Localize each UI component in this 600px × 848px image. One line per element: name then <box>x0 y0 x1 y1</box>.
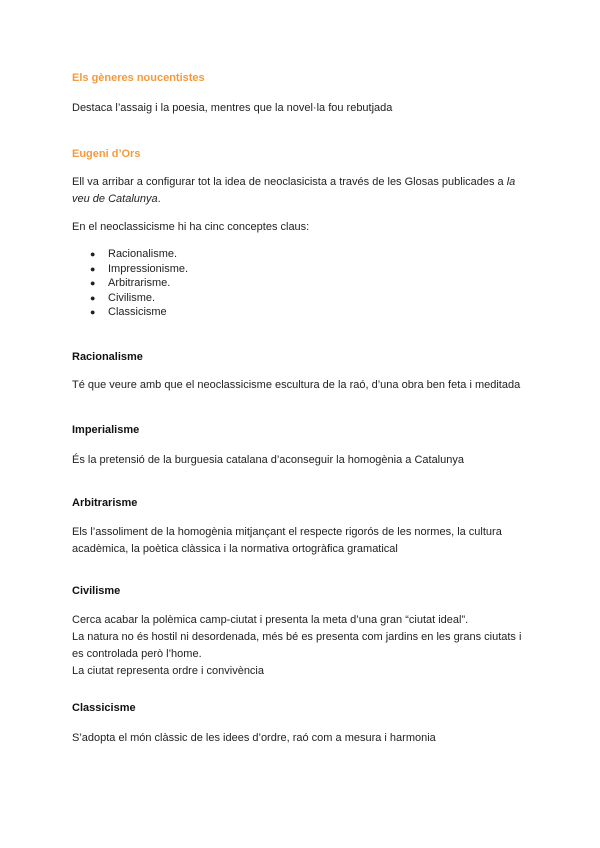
heading-racionalisme: Racionalisme <box>72 351 143 363</box>
bullet-icon: ● <box>90 278 96 289</box>
text-line: Els l’assoliment de la homogènia mitjançant el respecte rigorós de les normes, la cultura <box>72 526 502 538</box>
text-line: La natura no és hostil ni desordenada, més bé es presenta com jardins en les grans ciutats i <box>72 631 522 643</box>
paragraph-civilisme <box>72 612 534 680</box>
text-line: En el neoclassicisme hi ha cinc conceptes claus: <box>72 221 310 233</box>
paragraph-arbitrarisme <box>72 524 534 558</box>
list-item <box>90 291 188 306</box>
text-line <box>72 174 534 191</box>
concepts-list <box>90 247 188 320</box>
list-item-label: Arbitrarisme. <box>108 277 171 290</box>
paragraph-concepts-intro <box>72 219 534 236</box>
bullet-icon: ● <box>90 307 96 318</box>
heading-classicisme: Classicisme <box>72 702 136 714</box>
paragraph-classicisme <box>72 730 534 747</box>
bullet-icon: ● <box>90 263 96 274</box>
text-line: acadèmica, la poètica clàssica i la normativa ortogràfica gramatical <box>72 543 398 555</box>
text-line: Destaca l’assaig i la poesia, mentres que la novel·la fou rebutjada <box>72 102 393 114</box>
list-item-label: Racionalisme. <box>108 248 178 260</box>
list-item-label: Classicisme <box>108 306 167 319</box>
text-line: La ciutat representa ordre i convivència <box>72 665 264 677</box>
text-line: Cerca acabar la polèmica camp-ciutat i presenta la meta d’una gran “ciutat ideal”. <box>72 614 469 626</box>
list-item <box>90 247 188 262</box>
heading-eugeni-dors: Eugeni d’Ors <box>72 148 141 160</box>
list-item <box>90 305 188 320</box>
paragraph-racionalisme <box>72 377 534 394</box>
bullet-icon: ● <box>90 249 96 259</box>
text-segment: Ell va arribar a configurar tot la idea de neoclasicista a través de les Glosas publicades a <box>72 176 507 188</box>
list-item-label: Impressionisme. <box>108 262 189 275</box>
heading-generes-noucentistes: Els gèneres noucentistes <box>72 72 205 84</box>
list-item <box>90 276 188 291</box>
heading-civilisme: Civilisme <box>72 585 121 597</box>
paragraph-generes <box>72 100 534 117</box>
text-line: Té que veure amb que el neoclassicisme escultura de la raó, d’una obra ben feta i meditada <box>72 379 521 391</box>
paragraph-eugeni-intro <box>72 174 534 208</box>
bullet-icon: ● <box>90 292 96 303</box>
heading-imperialisme: Imperialisme <box>72 424 140 436</box>
text-line: És la pretensió de la burguesia catalana d’aconseguir la homogènia a Catalunya <box>72 454 464 466</box>
list-item <box>90 262 188 277</box>
heading-arbitrarisme: Arbitrarisme <box>72 497 138 509</box>
text-line: es controlada però l’home. <box>72 648 202 660</box>
italic-segment: la <box>506 176 516 188</box>
italic-segment: veu de Catalunya <box>72 193 158 205</box>
list-item-label: Civilisme. <box>108 291 156 304</box>
paragraph-imperialisme <box>72 452 534 469</box>
text-line: S’adopta el món clàssic de les idees d’ordre, raó com a mesura i harmonia <box>72 732 436 744</box>
text-line <box>72 191 534 208</box>
text-segment: . <box>157 193 161 205</box>
